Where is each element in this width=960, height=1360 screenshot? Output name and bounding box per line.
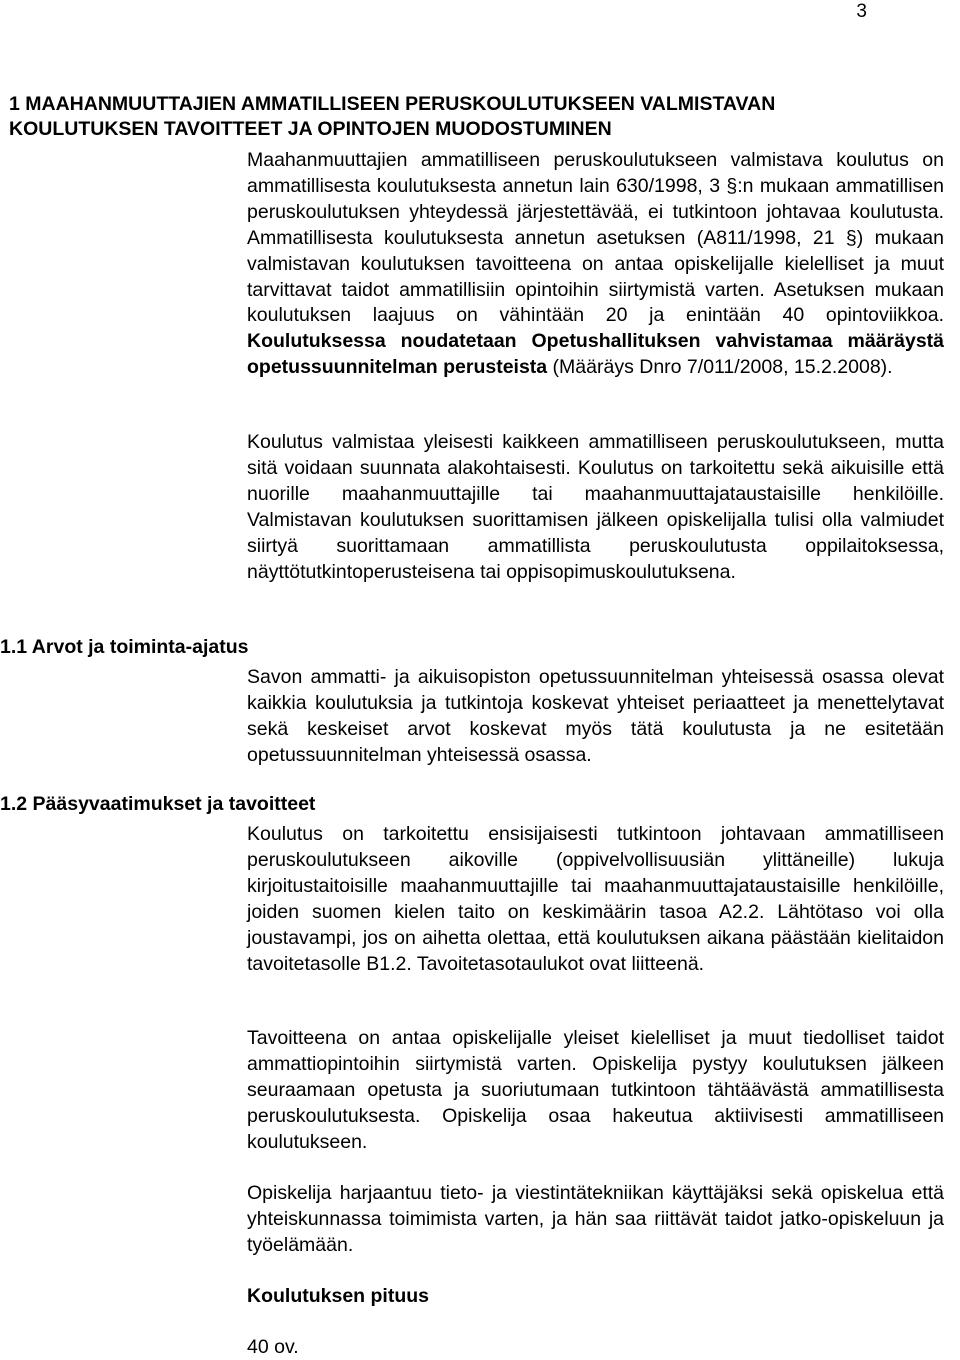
intro-paragraph-2: Koulutus valmistaa yleisesti kaikkeen ammatilliseen peruskoulutukseen, mutta sitä voidaan suunnata alakohtaisesti. Koulutus on tarkoitettu sekä aikuisille että nuorille maahanmuuttajille tai maahanmuuttajataustaisille henkilöille. Valmistavan koulutuksen suorittamisen jälkeen opiskelijalla tulisi olla valmiudet siirtyä suorittamaan ammatillista peruskoulutusta oppilaitoksessa, näyttötutkintoperusteisena tai oppisopimuskoulutuksena. — [247, 431, 944, 583]
section-1-2-paragraph-2: Tavoitteena on antaa opiskelijalle yleiset kielelliset ja muut tiedolliset taidot ammattiopintoihin siirtymistä varten. Opiskelija pystyy koulutuksen jälkeen seuraamaan opetusta ja suoriutumaan tutkintoon tähtäävästä ammatillisesta peruskoulutuksesta. Opiskelija osaa hakeutua aktiivisesti ammatilliseen koulutukseen. — [247, 1027, 944, 1153]
training-length-label: Koulutuksen pituus — [247, 1285, 429, 1307]
section-1-1-heading: 1.1 Arvot ja toiminta-ajatus — [0, 636, 249, 658]
section-1-2-heading: 1.2 Pääsyvaatimukset ja tavoitteet — [0, 793, 316, 815]
page-number: 3 — [856, 1, 867, 22]
training-length-value: 40 ov. — [247, 1336, 299, 1358]
main-heading-line-2: KOULUTUKSEN TAVOITTEET JA OPINTOJEN MUODOSTUMINEN — [9, 118, 612, 140]
main-heading — [9, 92, 949, 142]
section-1-1-paragraph: Savon ammatti- ja aikuisopiston opetussuunnitelman yhteisessä osassa olevat kaikkia koulutuksia ja tutkintoja koskevat yhteiset periaatteet ja menettelytavat sekä keskeiset arvot koskevat myös tätä koulutusta ja ne esitetään opetussuunnitelman yhteisessä osassa. — [247, 666, 944, 766]
section-1-2-paragraph-3: Opiskelija harjaantuu tieto- ja viestintätekniikan käyttäjäksi sekä opiskelua että yhteiskunnassa toimimista varten, ja hän saa riittävät taidot jatko-opiskeluun ja työelämään. — [247, 1182, 944, 1256]
intro-paragraph-1-bold: Koulutuksessa noudatetaan Opetushallituksen vahvistamaa määräystä opetussuunnitelman perusteista — [247, 330, 944, 379]
intro-paragraph-1 — [247, 148, 944, 381]
section-1-2-paragraph-1: Koulutus on tarkoitettu ensisijaisesti tutkintoon johtavaan ammatilliseen peruskoulutukseen aikoville (oppivelvollisuusiän ylittäneille) lukuja kirjoitustaitoisille maahanmuuttajille tai maahanmuuttajataustaisille henkilöille, joiden suomen kielen taito on keskimäärin tasoa A2.2. Lähtötaso voi olla joustavampi, jos on aihetta olettaa, että koulutuksen aikana päästään kielitaidon tavoitetasolle B1.2. Tavoitetasotaulukot ovat liitteenä. — [247, 823, 944, 975]
intro-paragraph-1-text: Maahanmuuttajien ammatilliseen peruskoulutukseen valmistava koulutus on ammatillisesta koulutuksesta annetun lain 630/1998, 3 §:n mukaan ammatillisen peruskoulutuksen yhteydessä järjestettävää, ei tutkintoon johtavaa koulutusta. Ammatillisesta koulutuksesta annetun asetuksen (A811/1998, 21 §) mukaan valmistavan koulutuksen tavoitteena on antaa opiskelijalle kielelliset ja muut tarvittavat taidot ammatillisiin opintoihin siirtymistä varten. Asetuksen mukaan koulutuksen laajuus on vähintään 20 ja enintään 40 opintoviikkoa. — [247, 149, 944, 327]
main-heading-line-1: 1 MAAHANMUUTTAJIEN AMMATILLISEEN PERUSKOULUTUKSEEN VALMISTAVAN — [9, 93, 776, 115]
intro-paragraph-1-tail: (Määräys Dnro 7/011/2008, 15.2.2008). — [547, 356, 893, 379]
